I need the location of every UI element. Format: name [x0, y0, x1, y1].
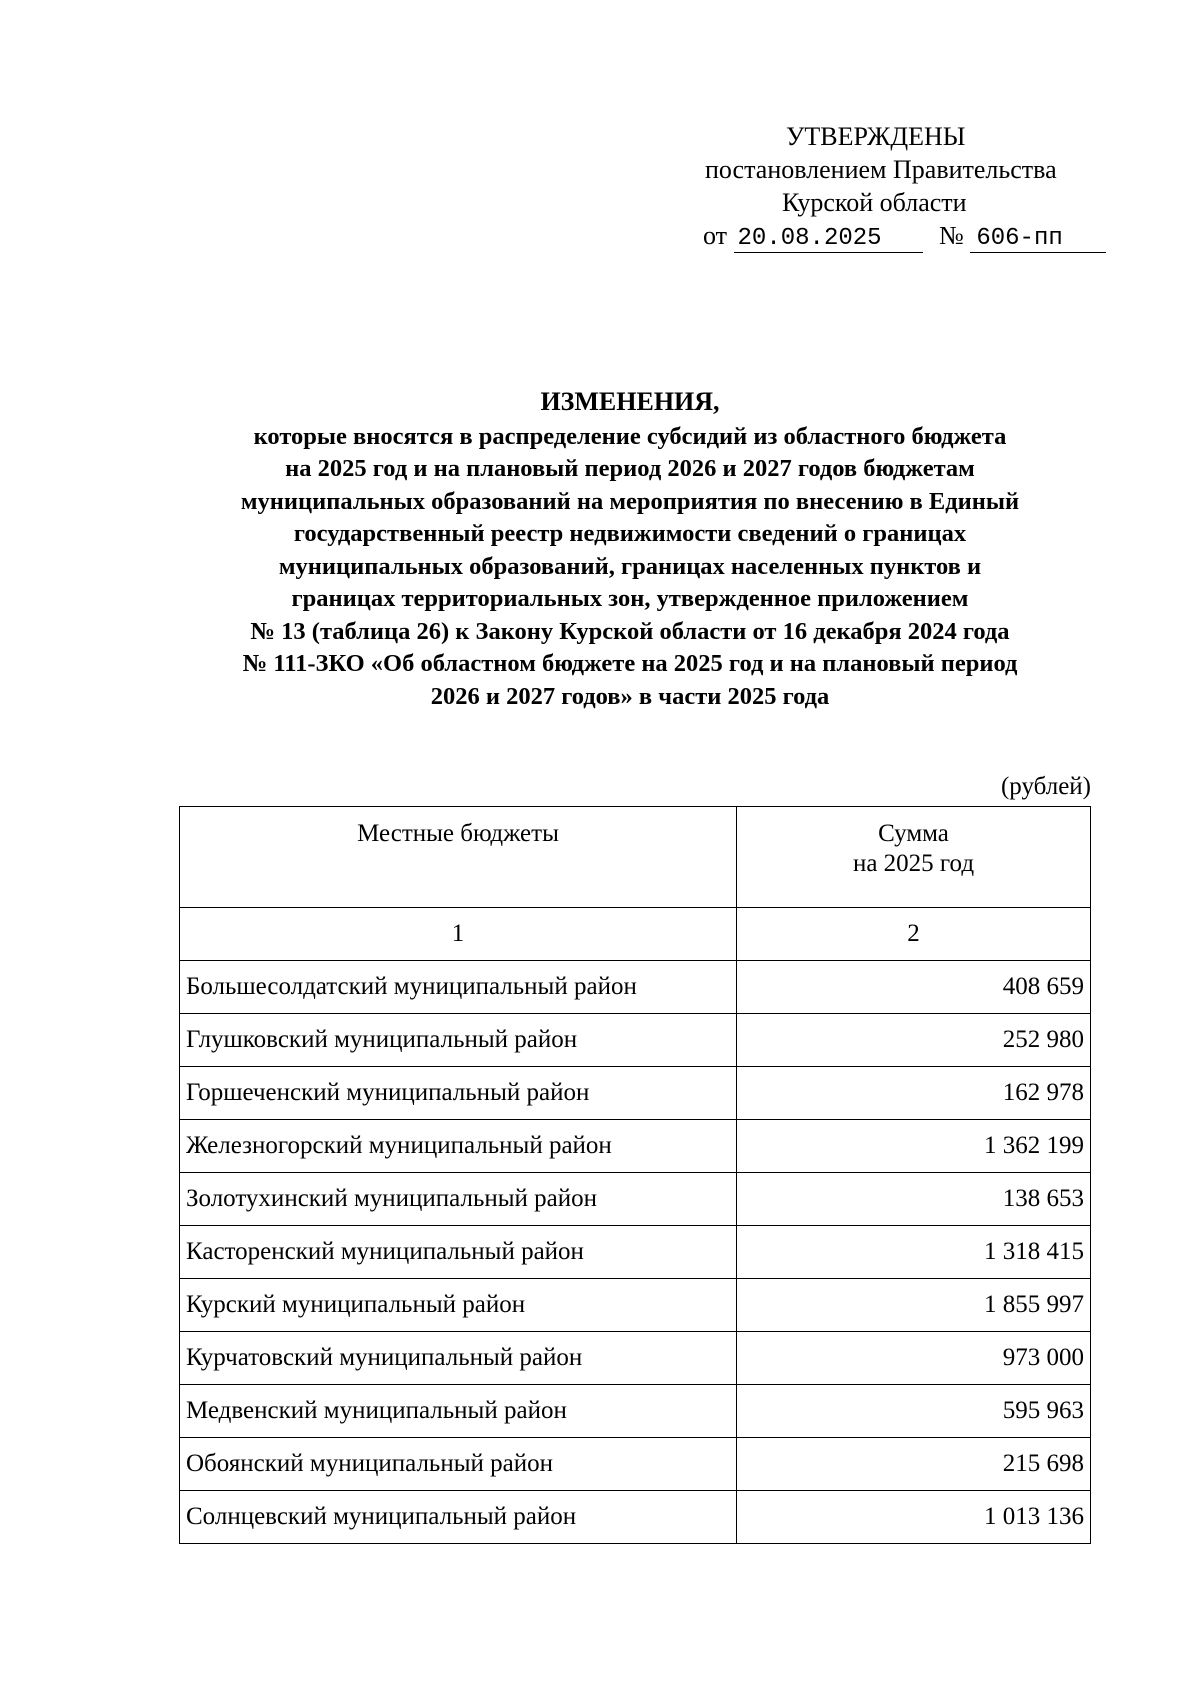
title-line: государственный реестр недвижимости сведений о границах [293, 520, 967, 547]
table-header-row [180, 807, 1091, 908]
approval-date-line [700, 219, 1100, 253]
budget-name: Медвенский муниципальный район [180, 1385, 737, 1438]
budget-name: Золотухинский муниципальный район [180, 1173, 737, 1226]
approval-block [700, 120, 1100, 253]
budget-amount: 138 653 [737, 1173, 1091, 1226]
title-line: муниципальных образований, границах населенных пунктов и [278, 552, 982, 580]
table-row [180, 1014, 1091, 1067]
approval-line: Курской области [782, 188, 967, 217]
budget-name: Курский муниципальный район [180, 1279, 737, 1332]
title-line: муниципальных образований на мероприятия по внесению в Единый [240, 487, 1020, 515]
approval-line: постановлением Правительства [705, 155, 1057, 184]
table-row [180, 1067, 1091, 1120]
budget-amount: 1 362 199 [737, 1120, 1091, 1173]
date-prefix: от [703, 221, 728, 250]
table-row [180, 1226, 1091, 1279]
header-amount-line1: Сумма [878, 820, 949, 847]
budget-name: Солнцевский муниципальный район [180, 1491, 737, 1544]
budget-amount: 595 963 [737, 1385, 1091, 1438]
budget-name: Горшеченский муниципальный район [180, 1067, 737, 1120]
budget-amount: 1 013 136 [737, 1491, 1091, 1544]
column-number-row [180, 908, 1091, 961]
table-row [180, 1120, 1091, 1173]
table-row [180, 1173, 1091, 1226]
budget-amount: 162 978 [737, 1067, 1091, 1120]
document-title [150, 386, 1110, 713]
approval-heading: УТВЕРЖДЕНЫ [786, 122, 966, 151]
title-line: на 2025 год и на плановый период 2026 и 2027 годов бюджетам [285, 455, 975, 482]
budget-amount: 215 698 [737, 1438, 1091, 1491]
unit-label: (рублей) [1000, 773, 1091, 800]
title-line: которые вносятся в распределение субсидий из областного бюджета [253, 422, 1007, 450]
number-prefix: № [939, 221, 964, 250]
title-line: 2026 и 2027 годов» в части 2025 года [430, 682, 830, 710]
budget-amount: 1 318 415 [737, 1226, 1091, 1279]
budget-name: Большесолдатский муниципальный район [180, 961, 737, 1014]
title-line: границах территориальных зон, утвержденное приложением [291, 585, 969, 612]
budget-amount: 1 855 997 [737, 1279, 1091, 1332]
budget-table [179, 806, 1091, 1544]
column-number: 2 [737, 908, 1091, 961]
title-line: № 111-ЗКО «Об областном бюджете на 2025 год и на плановый период [242, 650, 1018, 677]
table-row [180, 1491, 1091, 1544]
budget-name: Курчатовский муниципальный район [180, 1332, 737, 1385]
budget-amount: 408 659 [737, 961, 1091, 1014]
budget-name: Касторенский муниципальный район [180, 1226, 737, 1279]
header-amount-line2: на 2025 год [852, 850, 975, 877]
column-number: 1 [180, 908, 737, 961]
approval-number: 606-пп [970, 226, 1106, 253]
table-row [180, 1279, 1091, 1332]
budget-amount: 973 000 [737, 1332, 1091, 1385]
budget-amount: 252 980 [737, 1014, 1091, 1067]
header-local-budgets: Местные бюджеты [180, 807, 737, 908]
table-row [180, 1438, 1091, 1491]
table-row [180, 961, 1091, 1014]
title-line: № 13 (таблица 26) к Закону Курской области от 16 декабря 2024 года [250, 617, 1010, 645]
approval-date: 20.08.2025 [734, 226, 923, 253]
budget-name: Железногорский муниципальный район [180, 1120, 737, 1173]
budget-name: Глушковский муниципальный район [180, 1014, 737, 1067]
header-amount [737, 807, 1091, 908]
budget-name: Обоянский муниципальный район [180, 1438, 737, 1491]
table-row [180, 1332, 1091, 1385]
title-heading: ИЗМЕНЕНИЯ, [540, 387, 720, 416]
table-row [180, 1385, 1091, 1438]
